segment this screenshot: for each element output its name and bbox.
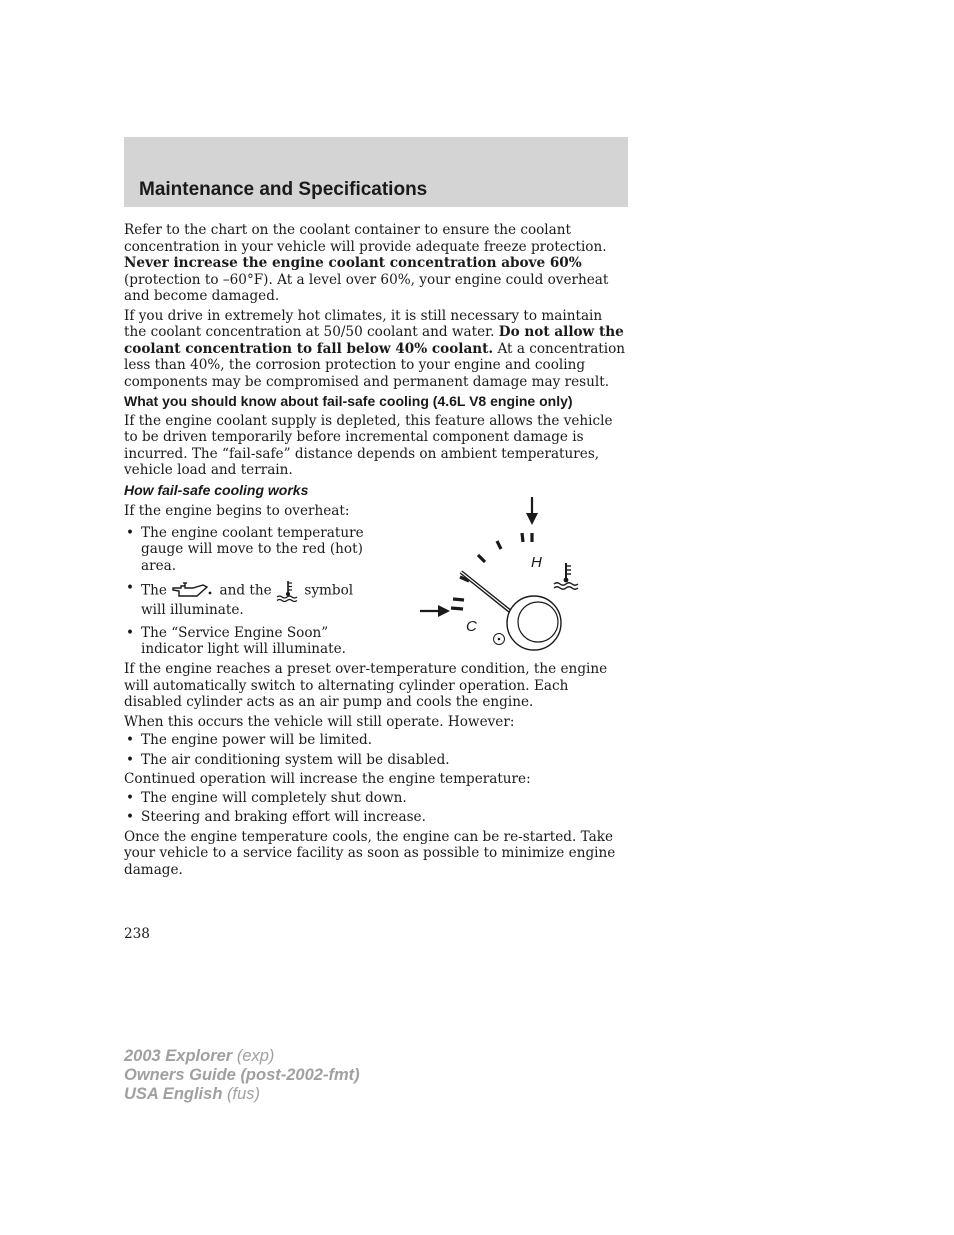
gauge-screw [494,634,505,645]
arrow-down-icon [526,497,538,525]
cold-label: C [466,618,477,635]
gauge-needle [461,572,516,616]
text: Refer to the chart on the coolant container to ensure the coolant concentration in your vehicle will provide adequate freeze protection. [124,222,607,255]
footer-line-guide [124,1066,360,1085]
operate-bullets [124,732,628,768]
document-footer [124,1047,360,1104]
list-item: • The “Service Engine Soon” indicator light will illuminate. [124,625,374,658]
main-content [124,222,628,881]
footer-line-model [124,1047,360,1066]
overheat-list-block [124,503,374,664]
paragraph-continued-operation: Continued operation will increase the engine temperature: [124,771,531,787]
overheat-intro: If the engine begins to overheat: [124,503,350,519]
text: will illuminate. [141,602,244,618]
coolant-temperature-icon [554,563,578,589]
text: If you drive in extremely hot climates, it is still necessary to maintain the coolant concentration at 50/50 coolant and water. [124,307,603,340]
footer-guide: Owners Guide (post-2002-fmt) [124,1066,360,1084]
list-item: • The engine coolant temperature gauge will move to the red (hot) area. [124,525,374,575]
paragraph-fail-safe: If the engine coolant supply is depleted, this feature allows the vehicle to be driven temporarily before incremental component damage is incurred. The “fail-safe” distance depends on ambient temperatures, vehicle load and terrain. [124,412,613,478]
sub-heading: How fail-safe cooling works [124,481,309,498]
list-item: • The engine power will be limited. [124,732,628,749]
list-item: • Steering and braking effort will increase. [124,809,628,826]
overheat-bullets [124,525,374,658]
text: The [141,582,167,599]
hot-label: H [531,554,542,571]
text: and the [219,582,272,599]
footer-model: 2003 Explorer [124,1047,233,1065]
coolant-temperature-icon [276,580,300,602]
list-item: • The air conditioning system will be disabled. [124,752,628,769]
paragraph-over-temperature: If the engine reaches a preset over-temperature condition, the engine will automatically switch to alternating cylinder operation. Each disabled cylinder acts as an air pump and cools the engine. [124,661,608,710]
text: (protection to –60°F). At a level over 60%, your engine could overheat and become damaged. [124,271,609,304]
section-heading: What you should know about fail-safe cooling (4.6L V8 engine only) [124,393,573,409]
paragraph-still-operate: When this occurs the vehicle will still operate. However: [124,713,515,730]
text: symbol [304,582,354,599]
list-item: • The engine will completely shut down. [124,790,628,807]
page-title: Maintenance and Specifications [139,179,428,200]
gauge-hub [507,596,561,650]
warning-text: Never increase the engine coolant concentration above 60% [124,255,582,271]
oil-pressure-icon [171,582,215,600]
warning-text: Do not allow the coolant concentration to fall below 40% coolant. [124,324,624,357]
page-number: 238 [124,926,150,942]
temperature-gauge-illustration [416,495,588,655]
arrow-right-icon [420,605,450,617]
continued-bullets [124,790,628,826]
list-item [124,580,374,619]
paragraph-coolant-chart [124,222,628,305]
paragraph-restart: Once the engine temperature cools, the engine can be re-started. Take your vehicle to a service facility as soon as possible to minimize engine damage. [124,828,616,878]
overheat-figure-row [124,503,628,663]
footer-language-code: (fus) [222,1085,260,1103]
section-header [124,137,628,207]
footer-language: USA English [124,1085,223,1103]
footer-line-language [124,1085,360,1104]
paragraph-hot-climates [124,308,628,391]
footer-model-code: (exp) [232,1047,275,1065]
text: At a concentration less than 40%, the corrosion protection to your engine and cooling components may be compromised and permanent damage may result. [124,340,626,390]
